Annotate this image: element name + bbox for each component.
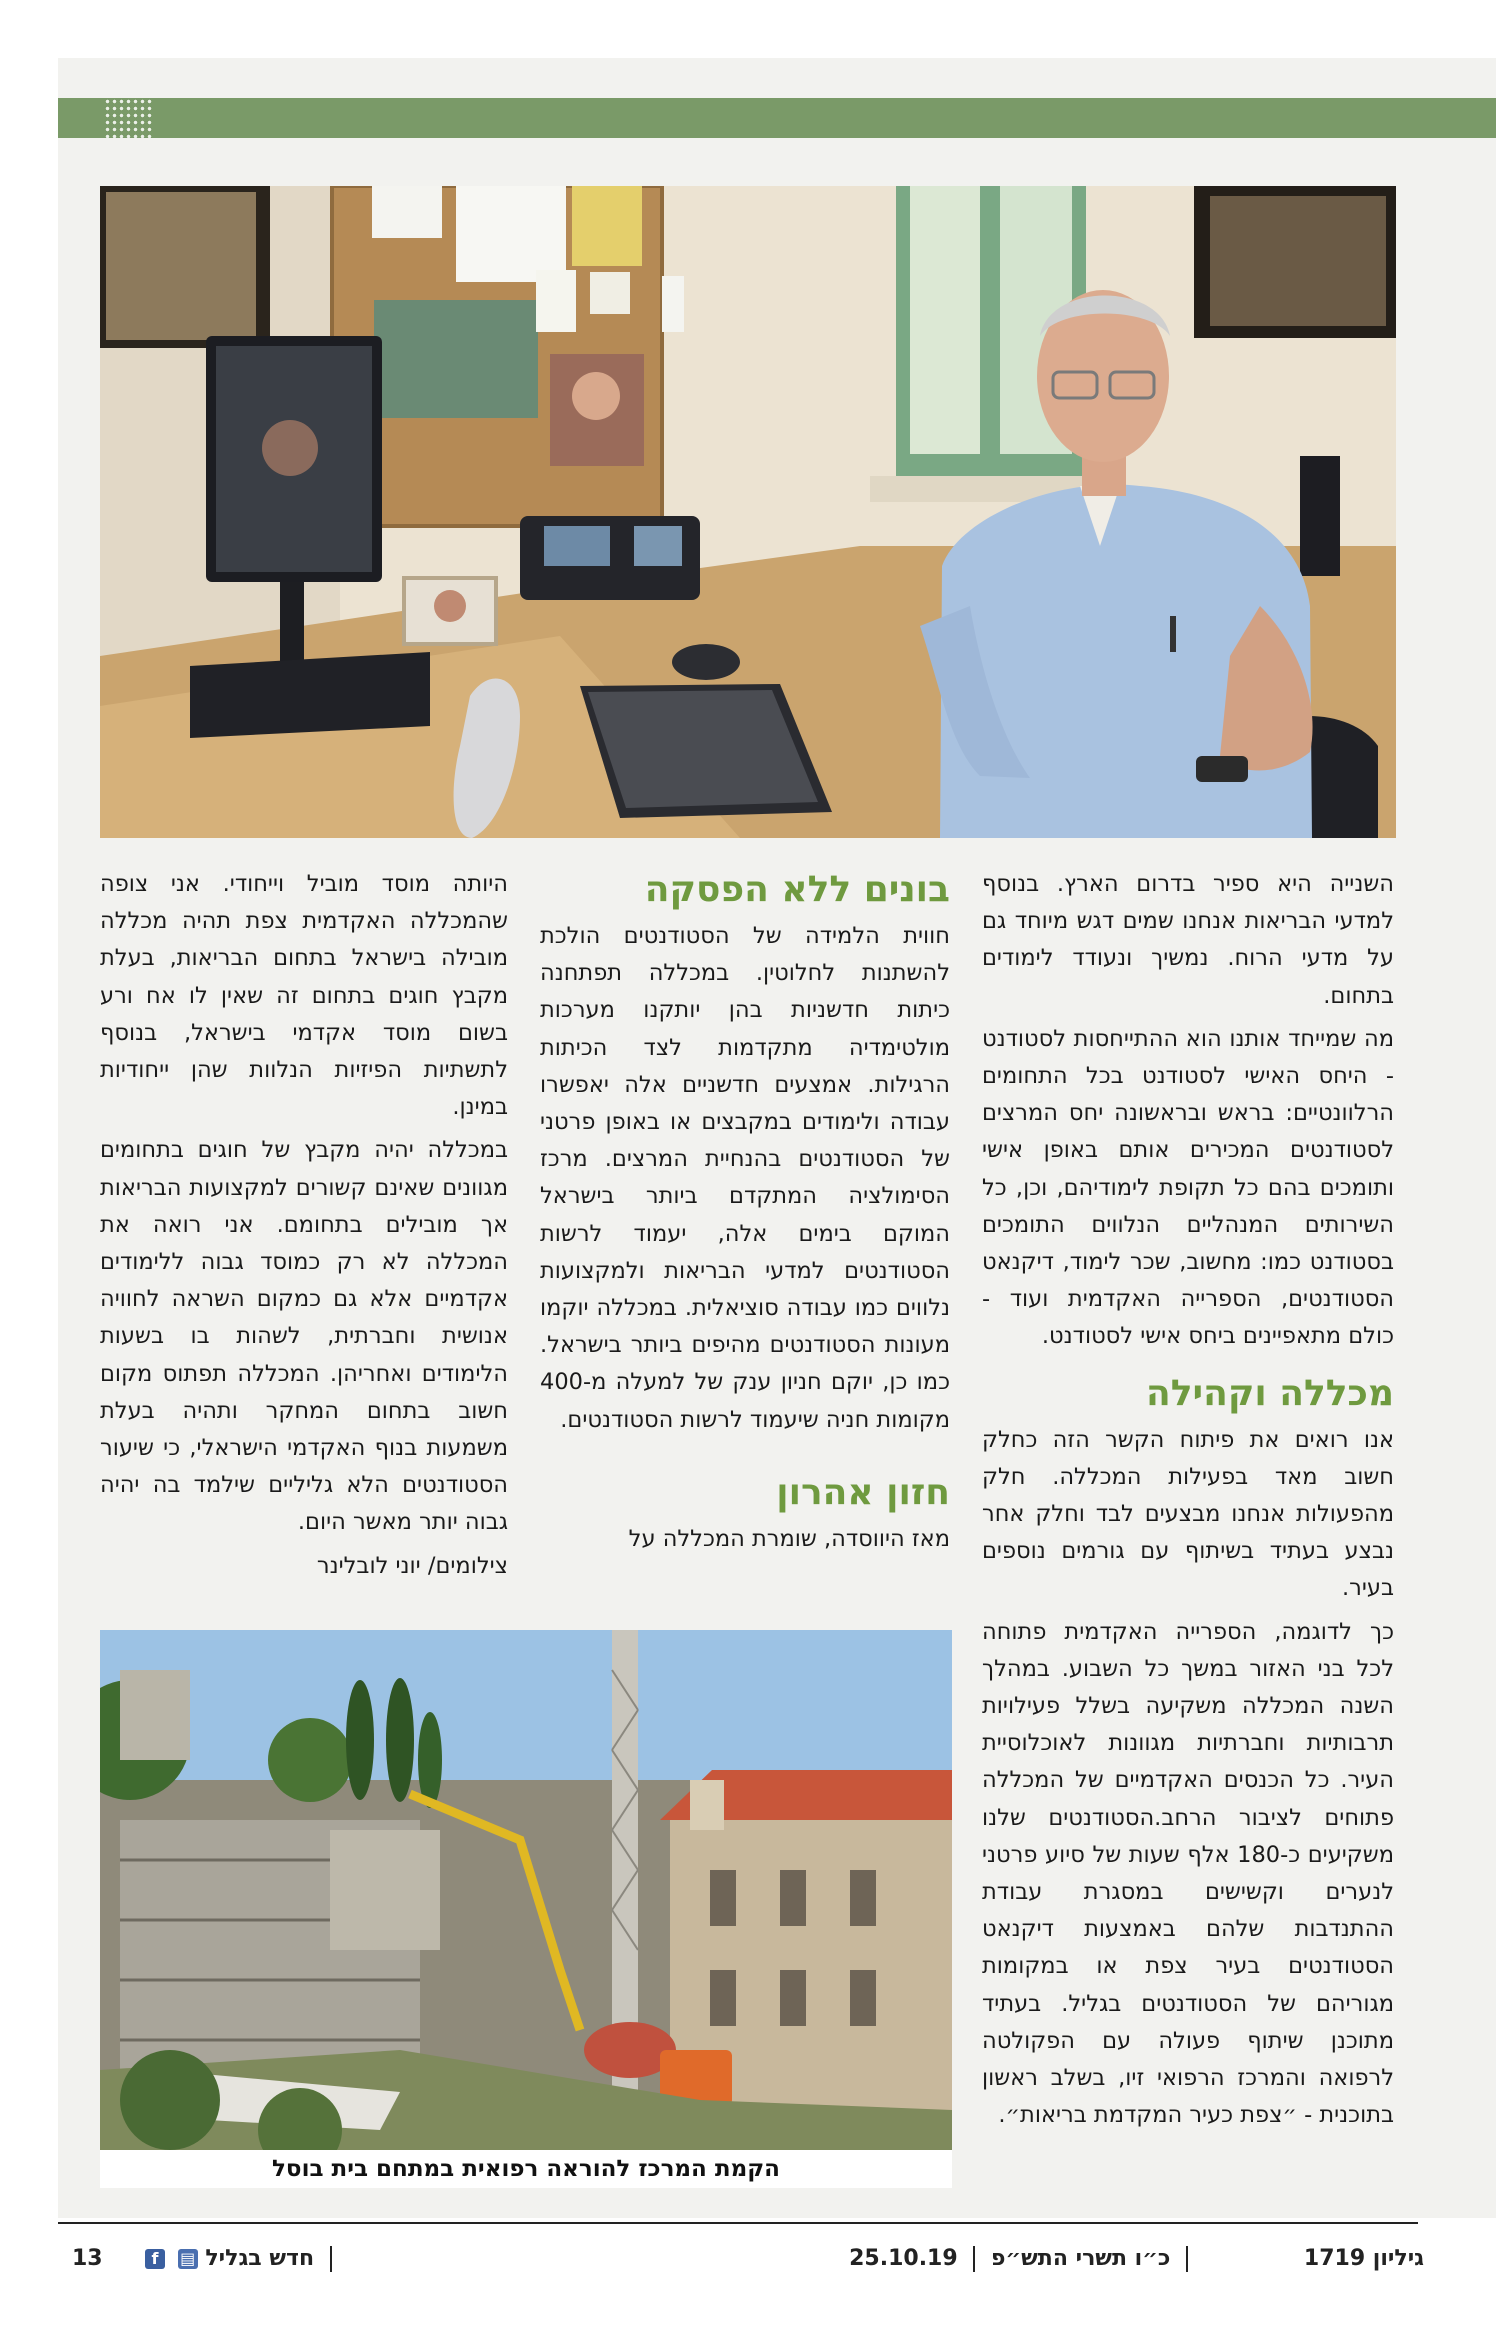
- section-heading: מכללה וקהילה: [1146, 1372, 1394, 1414]
- header-band: [58, 98, 1496, 138]
- photo-credit: צילומים/ יוני לובלינר: [316, 1552, 508, 1579]
- brand-name: חדש בגליל: [205, 2246, 315, 2271]
- gregorian-date: 25.10.19: [849, 2246, 958, 2271]
- header-dot-pattern: [104, 98, 154, 138]
- issue-number: גיליון 1719: [1303, 2246, 1424, 2271]
- hebrew-date: כ״ו תשרי התש״פ: [991, 2246, 1171, 2271]
- paragraph: במכללה יהיה מקבץ של חוגים בתחומים מגוונים שאינם קשורים למקצועות הבריאות אך מובילים בתחומם. אני רואה את המכללה לא רק כמוסד גבוה ללימודים אקדמיים אלא גם כמקום השראה לחוויה אנושית וחברתית, לשהות בו בשעות הלימודים ואחריהן. המכללה תפתוס מקום חשוב בתחום המחקר ותהיה בעלת משמעות בנוף האקדמי הישראלי, כי שיעור הסטודנטים הלא גליליים שילמד בה יהיה גבוה יותר מאשר היום.: [100, 1137, 508, 1536]
- article-column-left: [100, 866, 508, 1591]
- office-photo: [100, 186, 1396, 838]
- paragraph: מה שמייחד אותנו הוא ההתייחסות לסטודנט - היחס האישי לסטודנט בכל התחומים הרלוונטיים: בראש ובראשונה יחס המרצים לסטודנטים המכירים אותם באופן אישי ותומכים בהם כל תקופת לימודיהם, וכן, כל השירותים המנהליים הנלווים התומכים בסטודנט כמו: מחשוב, שכר לימוד, דיקנאט הסטודנטים, הספרייה האקדמית ועוד - כולם מתאפיינים ביחס אישי לסטודנט.: [982, 1025, 1394, 1350]
- footer-brand: [140, 2246, 340, 2272]
- newspaper-icon[interactable]: ▤: [178, 2249, 198, 2269]
- article-column-middle: [540, 866, 950, 1564]
- section-heading: בונים ללא הפסקה: [644, 869, 950, 910]
- paragraph: חווית הלמידה של הסטודנטים הולכת להשתנות לחלוטין. במכללה תפתחנה כיתות חדשניות בהן יותקנו מערכות מולטימדיה מתקדמות לצד הכיתות הרגילות. אמצעים חדשניים אלה יאפשרו עבודה ולימודים במקבצים או באופן פרטני של הסטודנטים בהנחיית המרצים. מרכז הסימולציה המתקדם ביותר בישראל המוקם בימים אלה, יעמוד לרשות הסטודנטים למדעי הבריאות ולמקצועות נלווים כמו עבודה סוציאלית. במכללה יוקמו מעונות הסטודנטים מהיפים ביותר בישראל. כמו כן, יוקם חניון ענק של למעלה מ-400 מקומות חניה שיעמוד לרשות הסטודנטים.: [540, 923, 950, 1433]
- footer-date-group: [849, 2246, 1196, 2272]
- paragraph: אנו רואים את פיתוח הקשר הזה כחלק חשוב מאד בפעילות המכללה. חלק מהפעולות אנחנו מבצעים לבד וחלק אחר נבצע בעתיד בשיתוף עם גורמים נוספים בעיר.: [982, 1426, 1394, 1602]
- paragraph: השנייה היא ספיר בדרום הארץ. בנוסף למדעי הבריאות אנחנו שמים דגש מיוחד גם על מדעי הרוח. נמשיך ונעודד לימודים בתחום.: [982, 871, 1394, 1009]
- construction-photo: [100, 1630, 952, 2150]
- article-column-right: [982, 866, 1394, 2141]
- page-number: 13: [72, 2246, 103, 2271]
- footer-separator: [973, 2246, 975, 2272]
- section-heading: חזון אהרון: [776, 1471, 950, 1513]
- paragraph: היותה מוסד מוביל וייחודי. אני צופה שהמכללה האקדמית צפת תהיה מכללה מובילה בישראל בתחום הבריאות, בעלת מקבץ חוגים בתחום זה שאין לו אח ורע בשום מוסד אקדמי בישראל, בנוסף לתשתיות הפיזיות הנלוות שהן ייחודיות במינן.: [100, 871, 508, 1121]
- facebook-icon[interactable]: f: [145, 2249, 165, 2269]
- photo-caption: הקמת המרכז להוראה רפואית במתחם בית בוסל: [100, 2150, 952, 2188]
- paragraph: כך לדוגמה, הספרייה האקדמית פתוחה לכל בני האזור במשך כל השבוע. במהלך השנה המכללה משקיעה בשלל פעילויות תרבותיות וחברתיות מגוונות לאוכלוסיית העיר. כל הכנסים האקדמיים של המכללה פתוחים לציבור הרחב.הסטודנטים שלנו משקיעים כ-180 אלף שעות של סיוע פרטני לנערים וקשישים במסגרת עבודת ההתנדבות שלהם באמצעות דיקנאט הסטודנטים בעיר צפת או במקומות מגוריהם של הסטודנטים בגליל. בעתיד מתוכנן שיתוף פעולה עם הפקולטה לרפואה והמרכז הרפואי זיו, בשלב ראשון בתוכנית - ״צפת כעיר המקדמת בריאות״.: [982, 1618, 1394, 2129]
- footer-rule: [58, 2222, 1418, 2224]
- footer-separator: [330, 2246, 332, 2272]
- paragraph: מאז היווסדה, שומרת המכללה על: [628, 1525, 950, 1552]
- footer-separator: [1186, 2246, 1188, 2272]
